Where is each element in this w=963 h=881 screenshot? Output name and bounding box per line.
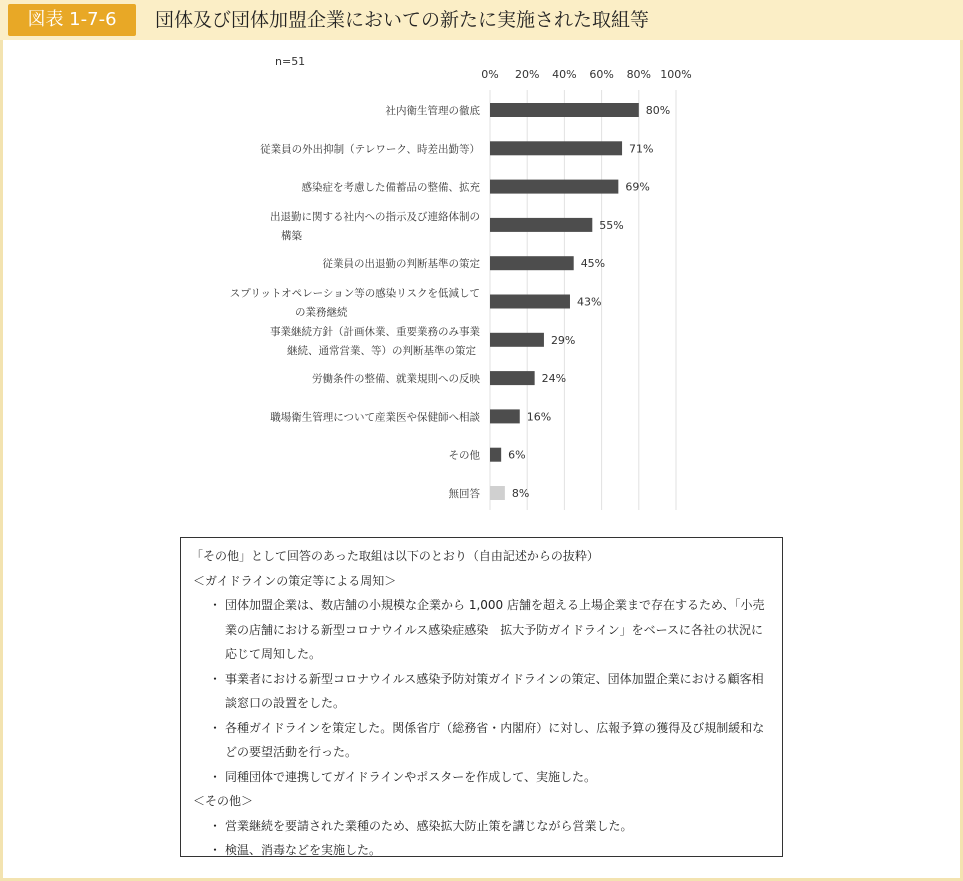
bullet-text: 事業者における新型コロナウイルス感染予防対策ガイドラインの策定、団体加盟企業における顧客相談窓口の設置をした。	[225, 671, 764, 710]
bullet-text: 営業継続を要請された業種のため、感染拡大防止策を講じながら営業した。	[225, 818, 633, 833]
x-tick-label: 100%	[660, 68, 692, 81]
category-label: 社内衛生管理の徹底	[385, 105, 480, 117]
category-label: 事業継続方針（計画休業、重要業務のみ事業	[270, 325, 480, 338]
value-label: 80%	[645, 104, 671, 117]
bar	[490, 295, 570, 309]
value-label: 24%	[541, 372, 567, 386]
bar	[490, 333, 544, 347]
bullet-text: 検温、消毒などを実施した。	[225, 843, 382, 857]
notes-bullet-item	[191, 593, 774, 667]
notes-section-heading: ＜その他＞	[193, 794, 254, 808]
category-label: 従業員の出退勤の判断基準の策定	[322, 258, 480, 271]
notes-bullet-item	[191, 716, 774, 765]
bar	[490, 486, 505, 500]
figure-title: 団体及び団体加盟企業においての新たに実施された取組等	[155, 9, 650, 31]
bar	[490, 103, 639, 117]
x-tick-label: 60%	[589, 68, 614, 81]
value-label: 69%	[625, 180, 650, 194]
category-label: その他	[448, 449, 480, 462]
category-label: スプリットオペレーション等の感染リスクを低減して	[229, 287, 480, 300]
x-tick-label: 80%	[626, 68, 652, 81]
notes-section-heading: ＜ガイドラインの策定等による周知＞	[193, 573, 397, 588]
value-label: 43%	[576, 295, 602, 309]
x-tick-label: 20%	[514, 68, 540, 81]
bullet-mark: ・	[209, 598, 222, 612]
category-label: 労働条件の整備、就業規則への反映	[312, 373, 480, 386]
category-label: 職場衛生管理について産業医や保健師へ相談	[270, 411, 480, 424]
figure-label: 図表 1-7-6	[8, 4, 136, 36]
bar	[490, 448, 501, 462]
notes-bullet-item	[191, 667, 774, 716]
category-label: 感染症を考慮した備蓄品の整備、拡充	[301, 181, 480, 194]
bar	[490, 256, 574, 270]
value-label: 71%	[629, 142, 654, 156]
bullet-text: 各種ガイドラインを策定した。関係省庁（総務省・内閣府）に対し、広報予算の獲得及び規制緩和などの要望活動を行った。	[225, 720, 765, 759]
notes-sections	[191, 569, 774, 863]
figure-header	[0, 0, 963, 40]
value-label: 16%	[526, 410, 552, 424]
bar	[490, 409, 520, 423]
category-label: 継続、通常営業、等）の判断基準の策定	[287, 344, 476, 357]
bar-chart	[0, 45, 963, 515]
bullet-mark: ・	[209, 720, 222, 735]
category-label: 構築	[281, 229, 302, 242]
chart-svg	[0, 45, 963, 515]
bar	[490, 218, 592, 232]
value-label: 45%	[580, 257, 606, 271]
free-text-notes	[180, 537, 783, 857]
notes-bullet-item	[191, 765, 774, 790]
value-label: 29%	[550, 333, 576, 347]
notes-bullet-item	[191, 814, 774, 839]
x-tick-label: 40%	[552, 68, 577, 81]
bullet-text: 同種団体で連携してガイドラインやポスターを作成して、実施した。	[225, 769, 597, 784]
bullet-mark: ・	[209, 818, 222, 833]
category-label: 無回答	[448, 488, 480, 500]
category-label: の業務継続	[295, 306, 348, 319]
sample-size-label: n=51	[275, 55, 306, 68]
bar	[490, 371, 535, 385]
bar	[490, 180, 618, 194]
value-label: 55%	[599, 218, 624, 232]
notes-intro: 「その他」として回答のあった取組は以下のとおり（自由記述からの抜粋）	[191, 549, 599, 563]
bullet-mark: ・	[209, 671, 222, 686]
bar	[490, 141, 622, 155]
category-label: 従業員の外出抑制（テレワーク、時差出勤等）	[260, 143, 480, 156]
bullet-mark: ・	[209, 843, 222, 857]
notes-bullet-item	[191, 838, 774, 863]
category-label: 出退勤に関する社内への指示及び連絡体制の	[270, 210, 480, 223]
bullet-mark: ・	[209, 769, 222, 784]
x-tick-label: 0%	[481, 68, 499, 81]
bullet-text: 団体加盟企業は、数店舗の小規模な企業から 1,000 店舗を超える上場企業まで存在するため、「小売業の店舗における新型コロナウイルス感染症感染 拡大予防ガイドライン」をベースに各社の状況に応じて周知した。	[225, 598, 765, 661]
value-label: 6%	[508, 448, 526, 462]
value-label: 8%	[511, 487, 530, 500]
